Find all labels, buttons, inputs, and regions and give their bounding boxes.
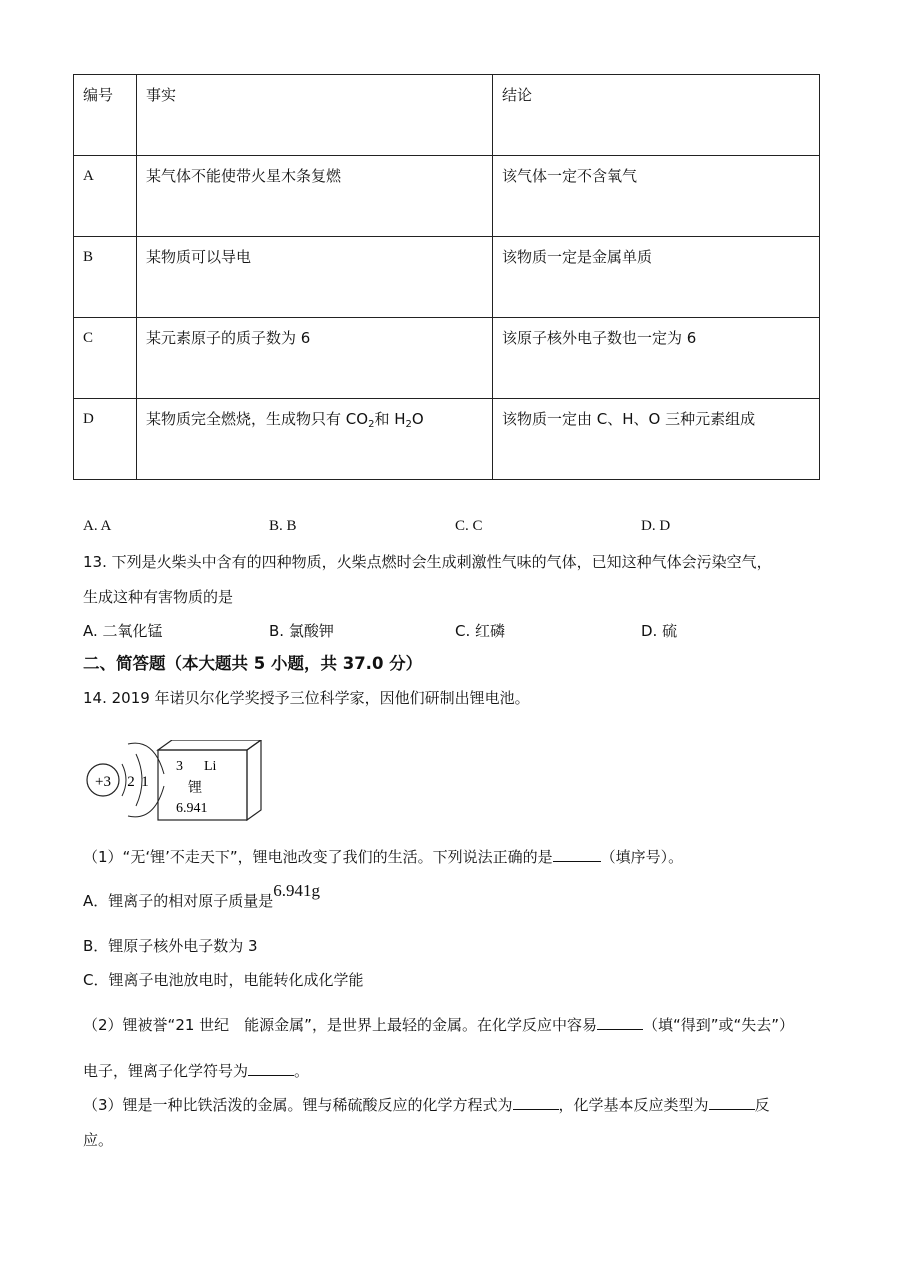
q14-option-c: C．锂离子电池放电时，电能转化成化学能	[83, 971, 364, 989]
shell-arc-outer-b	[128, 786, 164, 817]
row-id: C	[74, 318, 137, 399]
shell-arc-1	[122, 764, 126, 796]
q14-part3-line2: 应。	[83, 1131, 114, 1149]
q14-part1: （1）“无‘锂’不走天下”，锂电池改变了我们的生活。下列说法正确的是 （填序号）。	[83, 848, 684, 866]
table-row	[74, 318, 820, 399]
nucleus-charge: +3	[95, 774, 111, 790]
shell1-count: 2	[127, 774, 135, 790]
table-row	[74, 156, 820, 237]
table-row	[74, 237, 820, 318]
answer-blank[interactable]	[709, 1095, 755, 1110]
option-c: C. 红磷	[455, 622, 506, 640]
q14-part2: （2）锂被誉“21 世纪 能源金属”，是世界上最轻的金属。在化学反应中容易 （填“得到”或“失去”）	[83, 1016, 795, 1034]
atomic-number: 3	[176, 759, 183, 774]
section-title: 二、简答题（本大题共 5 小题，共 37.0 分）	[83, 654, 423, 673]
q12-options	[83, 518, 843, 535]
option-a: A. 二氧化锰	[83, 622, 163, 640]
atomic-mass: 6.941	[176, 801, 208, 816]
row-conclusion: 该原子核外电子数也一定为 6	[493, 318, 820, 399]
cube-side	[247, 740, 261, 820]
shell-arc-outer	[128, 743, 164, 774]
element-symbol: Li	[204, 759, 217, 774]
q14-option-b: B．锂原子核外电子数为 3	[83, 937, 258, 955]
option-d: D. 硫	[641, 622, 678, 640]
mass-value: 6.941g	[273, 881, 321, 900]
cube-top	[158, 740, 261, 750]
q13-line2: 生成这种有害物质的是	[83, 588, 234, 606]
table-row	[74, 399, 820, 480]
lithium-figure	[84, 740, 274, 830]
row-conclusion: 该物质一定是金属单质	[493, 237, 820, 318]
element-name: 锂	[188, 780, 202, 796]
row-conclusion: 该物质一定由 C、H、O 三种元素组成	[493, 399, 820, 480]
answer-blank[interactable]	[248, 1061, 294, 1076]
table-header-row	[74, 75, 820, 156]
header-id: 编号	[74, 75, 137, 156]
row-fact: 某气体不能使带火星木条复燃	[137, 156, 493, 237]
row-id: A	[74, 156, 137, 237]
option-c: C. C	[455, 518, 483, 534]
header-fact: 事实	[137, 75, 493, 156]
q14-intro: 14. 2019 年诺贝尔化学奖授予三位科学家，因他们研制出锂电池。	[83, 689, 530, 707]
option-b: B. B	[269, 518, 297, 534]
q14-part2-line2: 电子，锂离子化学符号为 。	[83, 1062, 310, 1080]
q14-option-a: A．锂离子的相对原子质量是6.941g	[83, 881, 321, 910]
answer-blank[interactable]	[513, 1095, 559, 1110]
row-fact: 某物质完全燃烧，生成物只有 $CO_2$和 $H_2O$	[137, 399, 493, 480]
q14-part3: （3）锂是一种比铁活泼的金属。锂与稀硫酸反应的化学方程式为 ，化学基本反应类型为 反	[83, 1096, 770, 1114]
answer-blank[interactable]	[597, 1015, 643, 1030]
option-a: A. A	[83, 518, 112, 534]
shell2-count: 1	[141, 774, 149, 790]
row-fact: 某元素原子的质子数为 6	[137, 318, 493, 399]
row-conclusion: 该气体一定不含氧气	[493, 156, 820, 237]
q13-options	[83, 620, 843, 641]
q13-line1: 13. 下列是火柴头中含有的四种物质，火柴点燃时会生成刺激性气味的气体，已知这种气体会污染空气，	[83, 553, 772, 571]
header-conclusion: 结论	[493, 75, 820, 156]
option-b: B. 氯酸钾	[269, 622, 334, 640]
answer-blank[interactable]	[553, 847, 601, 862]
row-id: B	[74, 237, 137, 318]
facts-table	[73, 74, 820, 480]
option-d: D. D	[641, 518, 671, 534]
row-id: D	[74, 399, 137, 480]
row-fact: 某物质可以导电	[137, 237, 493, 318]
